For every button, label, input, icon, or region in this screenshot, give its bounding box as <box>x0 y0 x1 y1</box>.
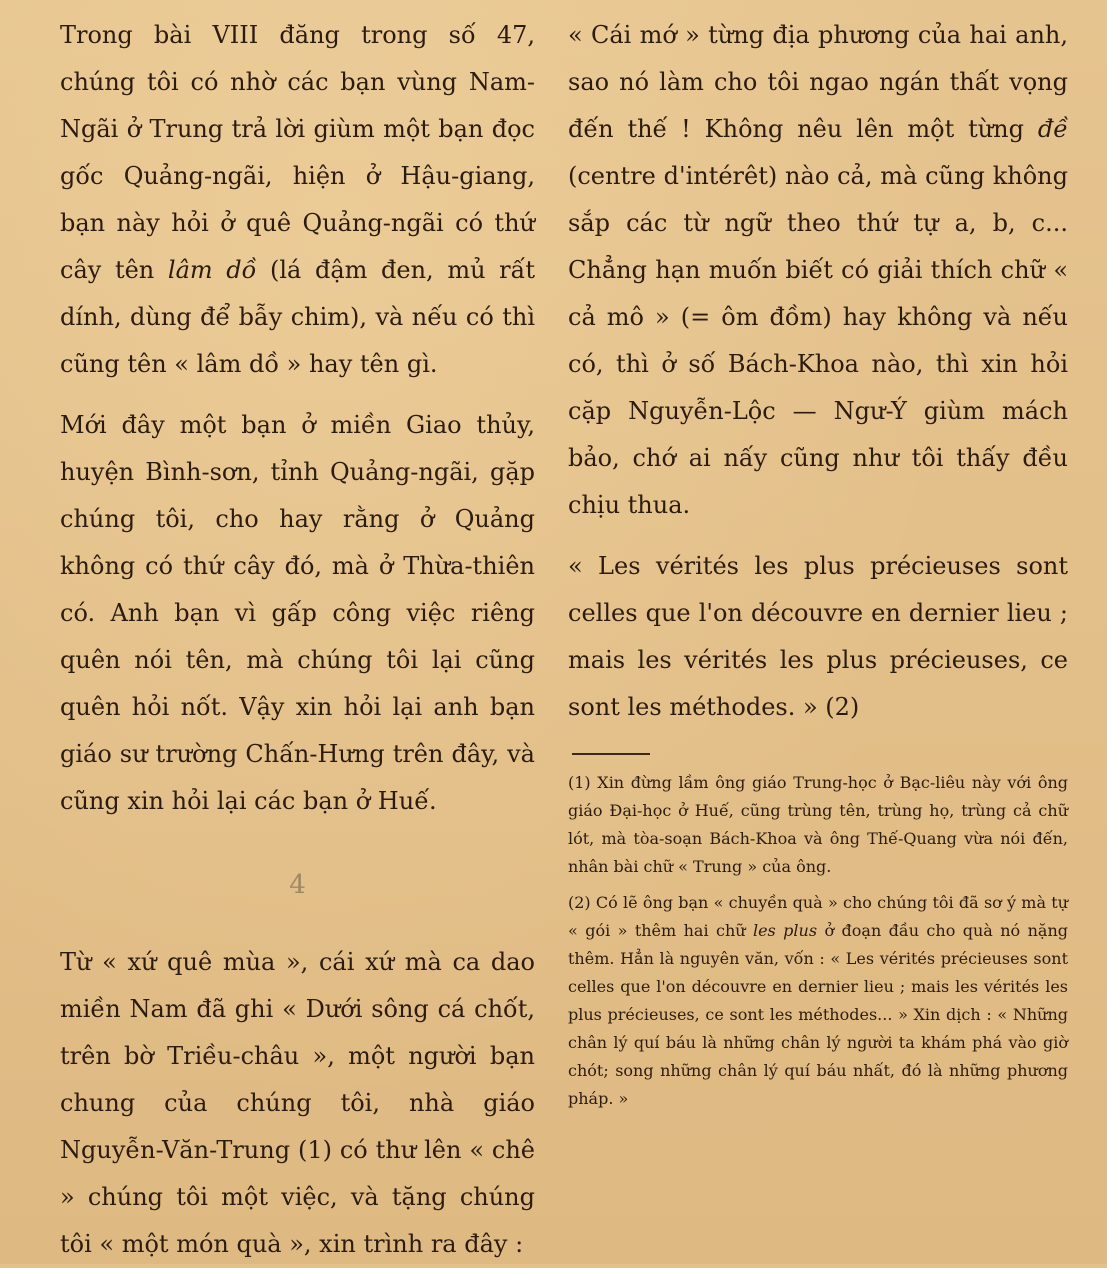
paragraph-1 <box>60 12 535 388</box>
footnote-2 <box>568 889 1068 1113</box>
left-column <box>60 12 535 1268</box>
paragraph-5: « Les vérités les plus précieuses sont celles que l'on découvre en dernier lieu ; mais les vérités les plus précieuses, ce sont les méthodes. » (2) <box>568 552 1068 721</box>
italic-text: đề <box>1037 115 1068 143</box>
paragraph-3: Từ « xứ quê mùa », cái xứ mà ca dao miền Nam đã ghi « Dưới sông cá chốt, trên bờ Triều-châu », một người bạn chung của chúng tôi, nhà giáo Nguyễn-Văn-Trung (1) có thư lên « chê » chúng tôi một việc, và tặng chúng tôi « một món quà », xin trình ra đây : <box>60 948 535 1258</box>
text-run: ở đoạn đầu cho quà nó nặng thêm. Hẳn là nguyên văn, vốn : « Les vérités précieuses sont celles que l'on découvre en dernier lieu ; mais les vérités les plus précieuses, ce sont les méthodes... » Xin dịch : « Những chân lý quí báu là những chân lý người ta khám phá vào giờ chót; song những chân lý quí báu nhất, đó là những phương pháp. » <box>568 921 1068 1108</box>
section-number: 4 <box>289 870 306 900</box>
italic-text: lâm dồ <box>167 256 257 284</box>
paragraph-2: Mới đây một bạn ở miền Giao thủy, huyện Bình-sơn, tỉnh Quảng-ngãi, gặp chúng tôi, cho hay rằng ở Quảng không có thứ cây đó, mà ở Thừa-thiên có. Anh bạn vì gấp công việc riêng quên nói tên, mà chúng tôi lại cũng quên hỏi nốt. Vậy xin hỏi lại anh bạn giáo sư trường Chấn-Hưng trên đây, và cũng xin hỏi lại các bạn ở Huế. <box>60 411 535 815</box>
text-run: (centre d'intérêt) nào cả, mà cũng không sắp các từ ngữ theo thứ tự a, b, c... Chẳng hạn muốn biết có giải thích chữ « cả mô » (= ôm đồm) hay không và nếu có, thì ở số Bách-Khoa nào, thì xin hỏi cặp Nguyễn-Lộc — Ngư-Ý giùm mách bảo, chớ ai nấy cũng như tôi thấy đều chịu thua. <box>568 162 1068 519</box>
paragraph-4 <box>568 12 1068 529</box>
text-run: (lá đậm đen, mủ rất dính, dùng để bẫy chim), và nếu có thì cũng tên « lâm dồ » hay tên gì. <box>60 256 535 378</box>
italic-text: les plus <box>752 921 818 940</box>
text-run: « Cái mớ » từng địa phương của hai anh, sao nó làm cho tôi ngao ngán thất vọng đến thế ! Không nêu lên một từng <box>568 21 1068 143</box>
right-column <box>568 12 1068 1113</box>
footnote-divider <box>572 753 650 755</box>
footnote-1: (1) Xin đừng lầm ông giáo Trung-học ở Bạc-liêu này với ông giáo Đại-học ở Huế, cũng trùng tên, trùng họ, trùng cả chữ lót, mà tòa-soạn Bách-Khoa và ông Thế-Quang vừa nói đến, nhân bài chữ « Trung » của ông. <box>568 773 1068 876</box>
text-run: Trong bài VIII đăng trong số 47, chúng tôi có nhờ các bạn vùng Nam-Ngãi ở Trung trả lời giùm một bạn đọc gốc Quảng-ngãi, hiện ở Hậu-giang, bạn này hỏi ở quê Quảng-ngãi có thứ cây tên <box>60 21 535 284</box>
text-run: (2) Có lẽ ông bạn « chuyền quà » cho chúng tôi đã sơ ý mà tự « gói » thêm hai chữ <box>568 893 1068 940</box>
